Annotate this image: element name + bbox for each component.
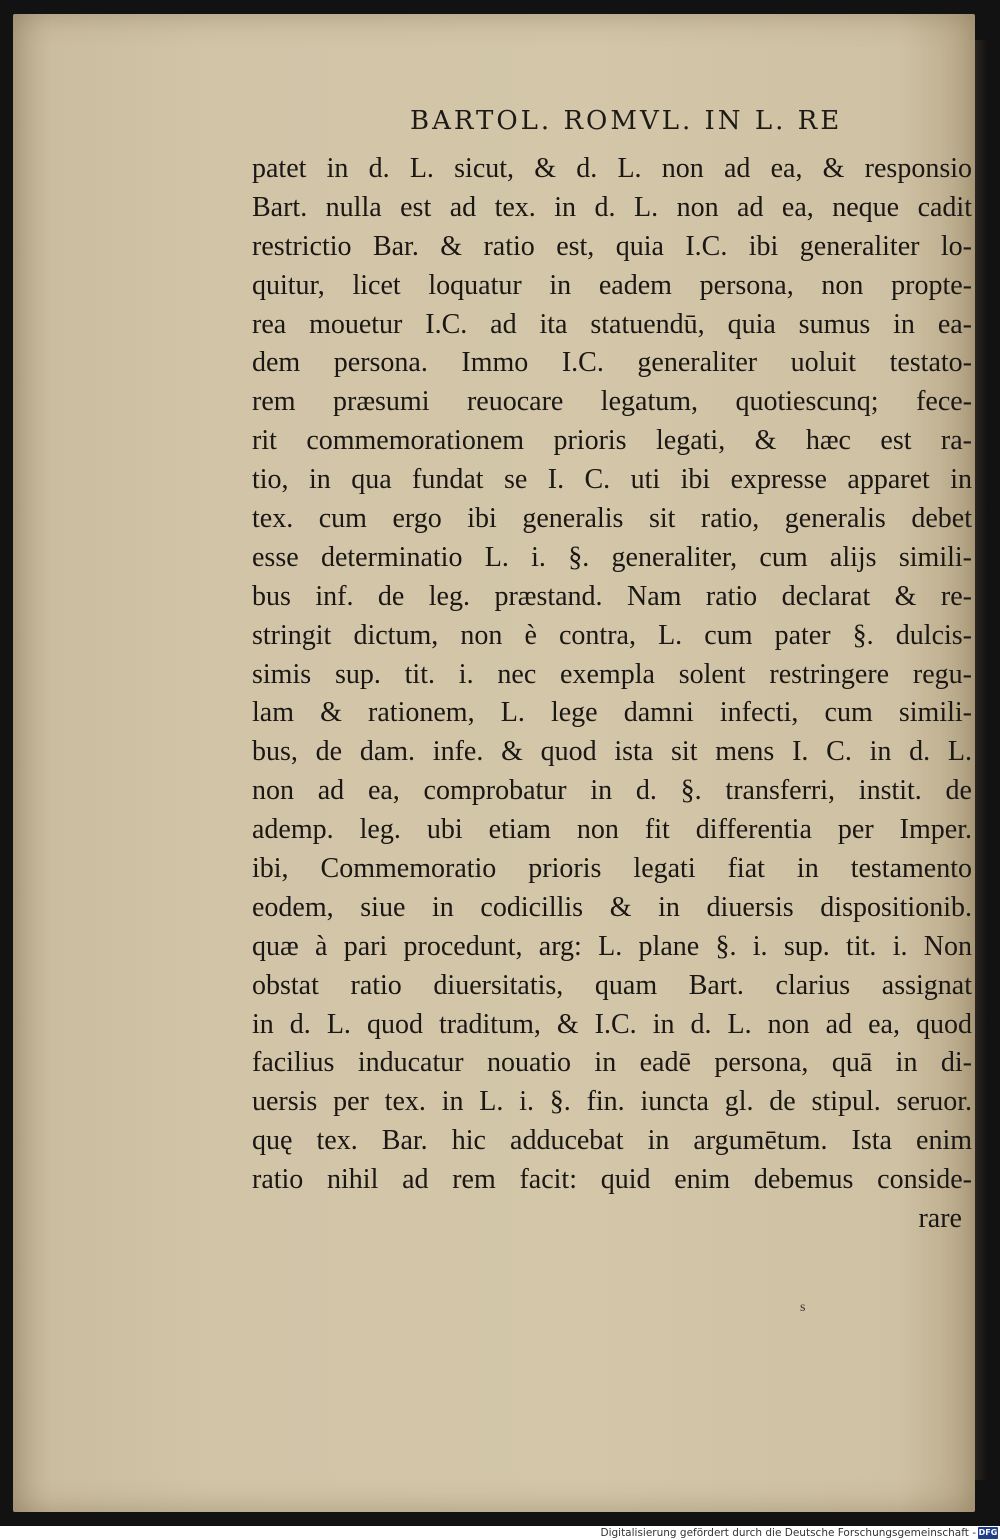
text-line: esse determinatio L. i. §. generaliter, cum alijs simili- — [252, 541, 972, 573]
text-line: rem præsumi reuocare legatum, quotiescunq; fece- — [252, 386, 972, 418]
text-line: Bart. nulla est ad tex. in d. L. non ad ea, neque cadit — [252, 191, 972, 223]
signature-mark: s — [800, 1300, 806, 1315]
text-line: bus inf. de leg. præstand. Nam ratio declarat & re- — [252, 580, 972, 612]
text-line: quę tex. Bar. hic adducebat in argumētum. Ista enim — [252, 1125, 972, 1157]
text-line: facilius inducatur nouatio in eadē persona, quā in di- — [252, 1047, 972, 1079]
text-line: quæ à pari procedunt, arg: L. plane §. i. sup. tit. i. Non — [252, 930, 972, 962]
text-line: stringit dictum, non è contra, L. cum pater §. dulcis- — [252, 619, 972, 651]
text-line: dem persona. Immo I.C. generaliter uoluit testato- — [252, 347, 972, 379]
text-line: non ad ea, comprobatur in d. §. transferri, instit. de — [252, 775, 972, 807]
catchword: rare — [918, 1203, 962, 1235]
text-line: in d. L. quod traditum, & I.C. in d. L. non ad ea, quod — [252, 1008, 972, 1040]
footer-credit: Digitalisierung gefördert durch die Deutsche Forschungsgemeinschaft - — [600, 1527, 976, 1539]
text-line: ibi, Commemoratio prioris legati fiat in testamento — [252, 853, 972, 885]
text-line: patet in d. L. sicut, & d. L. non ad ea, & responsio — [252, 153, 972, 184]
text-line: tex. cum ergo ibi generalis sit ratio, generalis debet — [252, 503, 972, 535]
text-line: ademp. leg. ubi etiam non fit differentia per Imper. — [252, 814, 972, 846]
text-line: restrictio Bar. & ratio est, quia I.C. ibi generaliter lo- — [252, 230, 972, 262]
body-text — [252, 150, 972, 1239]
text-line: lam & rationem, L. lege damni infecti, cum simili- — [252, 697, 972, 729]
text-line: tio, in qua fundat se I. C. uti ibi expresse apparet in — [252, 464, 972, 496]
dfg-logo-icon: DFG — [978, 1528, 998, 1537]
text-line: quitur, licet loquatur in eadem persona, non propte- — [252, 269, 972, 301]
footer-bar — [0, 1526, 1000, 1540]
text-line: ratio nihil ad rem facit: quid enim debemus conside- — [252, 1164, 972, 1196]
text-line: bus, de dam. infe. & quod ista sit mens I. C. in d. L. — [252, 736, 972, 768]
text-line: simis sup. tit. i. nec exempla solent restringere regu- — [252, 658, 972, 690]
text-line: uersis per tex. in L. i. §. fin. iuncta gl. de stipul. seruor. — [252, 1086, 972, 1118]
page-edge-shadow — [975, 40, 989, 1480]
running-head: BARTOL. ROMVL. IN L. RE — [410, 106, 843, 136]
text-line: obstat ratio diuersitatis, quam Bart. clarius assignat — [252, 969, 972, 1001]
text-line: rit commemorationem prioris legati, & hæc est ra- — [252, 425, 972, 457]
text-line: rea mouetur I.C. ad ita statuendū, quia sumus in ea- — [252, 308, 972, 340]
text-line: eodem, siue in codicillis & in diuersis dispositionib. — [252, 891, 972, 923]
